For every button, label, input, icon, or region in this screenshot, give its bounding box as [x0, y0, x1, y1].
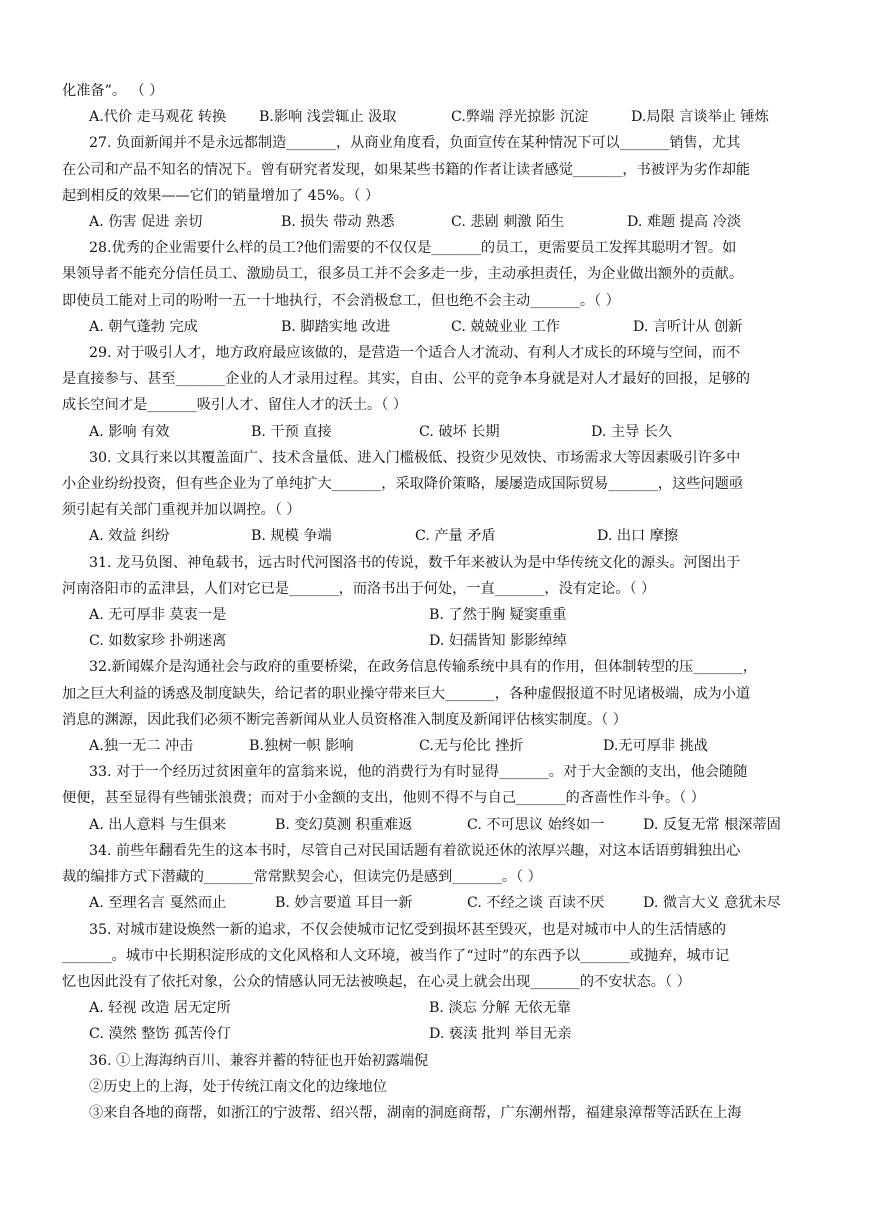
q36-line-3: ③来自各地的商帮，如浙江的宁波帮、绍兴帮，湖南的洞庭商帮，广东潮州帮，福建泉漳帮等活跃在上海: [88, 1104, 742, 1121]
q30-option-c: C. 产量 矛盾: [414, 528, 496, 545]
q33-option-c: C. 不可思议 始终如一: [466, 816, 605, 833]
q35-option-d: D. 亵渎 批判 举目无亲: [428, 1026, 572, 1043]
intro-line: 化准备”。 （ ）: [62, 83, 164, 99]
q29-option-d: D. 主导 长久: [590, 423, 673, 440]
q27-line-2: 在公司和产品不知名的情况下。曾有研究者发现，如果某些书籍的作者让读者感觉_______，书被评为劣作却能: [62, 161, 751, 178]
q29-options: [62, 419, 809, 445]
q30-line-3: 须引起有关部门重视并加以调控。（ ）: [62, 502, 301, 519]
q28-options: [62, 314, 809, 340]
q29-option-c: C. 破坏 长期: [418, 423, 500, 440]
q27-line-3: 起到相反的效果——它们的销量增加了 45%。（ ）: [62, 187, 380, 204]
q34-option-c: C. 不经之谈 百读不厌: [466, 895, 605, 912]
q31-line-1: 31. 龙马负图、神龟载书，远古时代河图洛书的传说，数千年来被认为是中华传统文化的源头。河图出于: [88, 554, 741, 571]
q28-option-d: D. 言听计从 创新: [632, 318, 743, 335]
q31-option-b: B. 了然于胸 疑窦重重: [428, 607, 567, 624]
q30-line-2: 小企业纷纷投资，但有些企业为了单纯扩大_______，采取降价策略，屡屡造成国际贸易_______，这些问题亟: [62, 476, 744, 493]
q31-options-row-2: [62, 628, 809, 654]
q32-option-b: B.独树一帜 影响: [248, 738, 354, 755]
q35-line-3: 忆也因此没有了依托对象，公众的情感认同无法被唤起，在心灵上就会出现_______的不安状态。（ ）: [62, 973, 691, 990]
q29-line-1: 29. 对于吸引人才，地方政府最应该做的，是营造一个适合人才流动、有利人才成长的环境与空间，而不: [88, 345, 741, 362]
q29-option-b: B. 干预 直接: [250, 423, 332, 440]
q33-line-1: 33. 对于一个经历过贫困童年的富翁来说，他的消费行为有时显得_______。对于大金额的支出，他会随随: [88, 764, 748, 781]
q34-option-d: D. 微言大义 意犹未尽: [642, 895, 781, 912]
q30-line-1: 30. 文具行来以其覆盖面广、技术含量低、进入门槛极低、投资少见效快、市场需求大等因素吸引许多中: [88, 449, 741, 466]
q29-line-3: 成长空间才是_______吸引人才、留住人才的沃土。（ ）: [62, 397, 408, 414]
q27-line-1: 27. 负面新闻并不是永远都制造_______，从商业角度看，负面宣传在某种情况下可以_______销售，尤其: [88, 135, 741, 152]
q26-options: [62, 104, 809, 130]
q27-options: [62, 209, 809, 235]
q33-options: [62, 812, 809, 838]
q30-option-b: B. 规模 争端: [250, 528, 332, 545]
q27-option-b: B. 损失 带动 熟悉: [280, 214, 395, 231]
q34-line-1: 34. 前些年翻看先生的这本书时，尽管自己对民国话题有着欲说还休的浓厚兴趣，对这本话语剪辑独出心: [88, 842, 741, 859]
q33-line-2: 便便，甚至显得有些铺张浪费；而对于小金额的支出，他则不得不与自己_______的吝啬性作斗争。（ ）: [62, 790, 705, 807]
q34-options: [62, 890, 809, 916]
q29-line-2: 是直接参与、甚至_______企业的人才录用过程。其实，自由、公平的竞争本身就是对人才最好的回报，足够的: [62, 371, 751, 388]
q31-line-2: 河南洛阳市的孟津县，人们对它已是_______，而洛书出于何处，一直_______，没有定论。（ ）: [62, 580, 656, 597]
q30-option-d: D. 出口 摩擦: [596, 528, 679, 545]
q27-option-d: D. 难题 提高 冷淡: [626, 214, 742, 231]
q26-option-d: D.局限 言谈举止 锤炼: [630, 109, 769, 126]
q26-option-a: A.代价 走马观花 转换: [88, 109, 227, 126]
q28-option-c: C. 兢兢业业 工作: [450, 318, 560, 335]
q33-option-b: B. 变幻莫测 积重难返: [274, 816, 413, 833]
q27-option-a: A. 伤害 促进 亲切: [88, 214, 203, 231]
q35-options-row-1: [62, 995, 809, 1021]
q26-option-b: B.影响 浅尝辄止 汲取: [258, 109, 397, 126]
q28-line-1: 28.优秀的企业需要什么样的员工?他们需要的不仅仅是_______的员工，更需要员工发挥其聪明才智。如: [88, 240, 737, 257]
q32-line-2: 加之巨大利益的诱惑及制度缺失，给记者的职业操守带来巨大_______，各种虚假报道不时见诸极端，成为小道: [62, 685, 751, 702]
q29-option-a: A. 影响 有效: [88, 423, 170, 440]
q35-option-b: B. 淡忘 分解 无依无靠: [428, 1000, 571, 1017]
q26-option-c: C.弊端 浮光掠影 沉淀: [450, 109, 589, 126]
q35-option-a: A. 轻视 改造 居无定所: [88, 1000, 231, 1017]
q28-option-b: B. 脚踏实地 改进: [280, 318, 391, 335]
q33-option-d: D. 反复无常 根深蒂固: [642, 816, 781, 833]
q35-options-row-2: [62, 1021, 809, 1047]
q30-option-a: A. 效益 纠纷: [88, 528, 170, 545]
q35-line-1: 35. 对城市建设焕然一新的追求，不仅会使城市记忆受到损坏甚至毁灭，也是对城市中人的生活情感的: [88, 921, 727, 938]
q33-option-a: A. 出人意料 与生俱来: [88, 816, 227, 833]
q32-option-d: D.无可厚非 挑战: [602, 738, 708, 755]
q30-options: [62, 523, 809, 549]
q31-option-c: C. 如数家珍 扑朔迷离: [88, 633, 227, 650]
q32-option-a: A.独一无二 冲击: [88, 738, 194, 755]
q36-line-1: 36. ①上海海纳百川、兼容并蓄的特征也开始初露端倪: [88, 1052, 429, 1069]
q31-option-d: D. 妇孺皆知 影影绰绰: [428, 633, 567, 650]
q31-options-row-1: [62, 602, 809, 628]
q32-option-c: C.无与伦比 挫折: [418, 738, 524, 755]
q28-line-3: 即使员工能对上司的吩咐一五一十地执行，不会消极怠工，但也绝不会主动_______。（ ）: [62, 292, 620, 309]
q34-line-2: 裁的编排方式下潜藏的_______常常默契会心，但读完仍是感到_______。（ ）: [62, 869, 542, 886]
q28-option-a: A. 朝气蓬勃 完成: [88, 318, 198, 335]
q36-line-2: ②历史上的上海，处于传统江南文化的边缘地位: [88, 1078, 387, 1095]
q27-option-c: C. 悲剧 刺激 陌生: [450, 214, 565, 231]
q28-line-2: 果领导者不能充分信任员工、激励员工，很多员工并不会多走一步，主动承担责任，为企业做出额外的贡献。: [62, 266, 744, 283]
q35-option-c: C. 漠然 整饬 孤苦伶仃: [88, 1026, 231, 1043]
q35-line-2: _______。城市中长期积淀形成的文化风格和人文环境，被当作了“过时”的东西予以_______或抛弃，城市记: [62, 947, 730, 964]
q32-line-3: 消息的渊源，因此我们必须不断完善新闻从业人员资格准入制度及新闻评估核实制度。（ ）: [62, 711, 627, 728]
q31-option-a: A. 无可厚非 莫衷一是: [88, 607, 227, 624]
q32-options: [62, 733, 809, 759]
q32-line-1: 32.新闻媒介是沟通社会与政府的重要桥梁，在政务信息传输系统中具有的作用，但体制转型的压_______，: [88, 659, 758, 676]
q34-option-a: A. 至理名言 戛然而止: [88, 895, 227, 912]
q34-option-b: B. 妙言要道 耳目一新: [274, 895, 413, 912]
